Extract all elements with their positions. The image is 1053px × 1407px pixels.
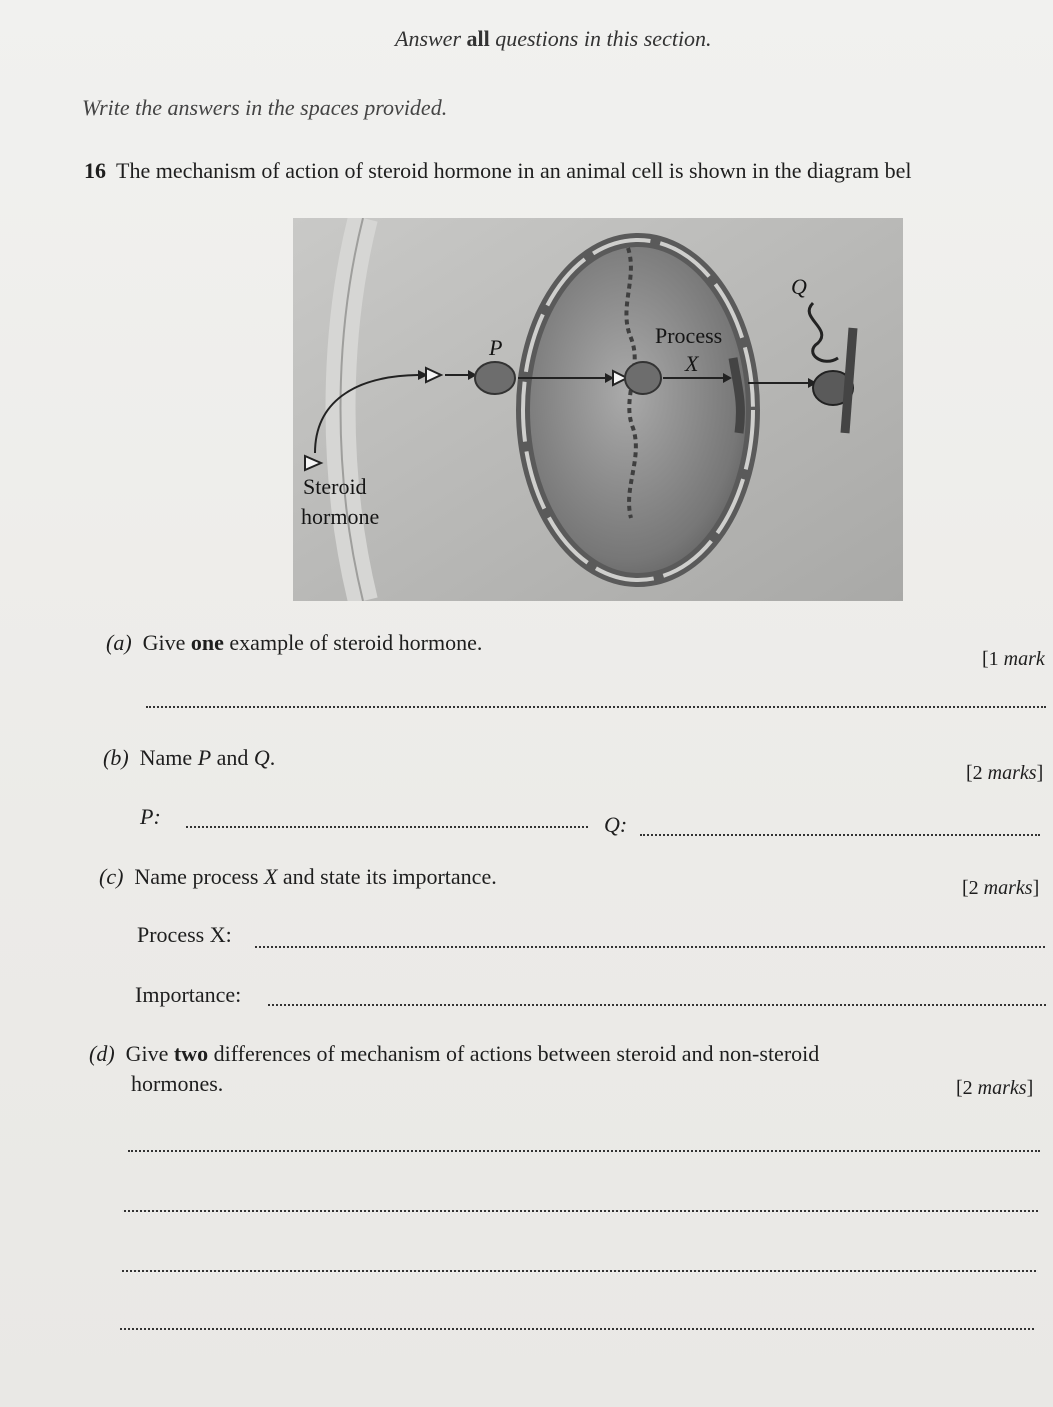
part-c-question: (c) Name process X and state its importance.	[99, 864, 497, 889]
part-d-question: (d) Give two differences of mechanism of actions between steroid and non-steroid	[89, 1041, 820, 1066]
answer-q-line[interactable]	[640, 834, 1040, 836]
part-a-answer-line[interactable]	[146, 706, 1046, 708]
answer-p-line[interactable]	[186, 826, 588, 828]
part-c-marks: [2 marks]	[962, 877, 1040, 899]
answer-q-label: Q:	[604, 812, 628, 837]
part-b-marks: [2 marks]	[966, 762, 1044, 784]
part-d-answer-line-3[interactable]	[122, 1270, 1036, 1272]
section-instruction: Answer all questions in this section.	[395, 26, 712, 51]
label-q: Q	[791, 274, 807, 299]
label-steroid: Steroid	[303, 474, 367, 499]
process-x-answer-line[interactable]	[255, 946, 1045, 948]
label-process: Process	[655, 323, 723, 348]
part-d-question-line2: hormones.	[131, 1071, 224, 1096]
label-p: P	[489, 335, 503, 360]
steroid-hormone-diagram	[293, 218, 903, 601]
question-number: 16	[84, 158, 106, 183]
part-d-marks: [2 marks]	[956, 1077, 1034, 1099]
part-d-answer-line-1[interactable]	[128, 1150, 1040, 1152]
write-instruction: Write the answers in the spaces provided.	[82, 95, 448, 120]
part-a-question: (a) Give one example of steroid hormone.	[106, 630, 483, 655]
part-d-answer-line-4[interactable]	[120, 1328, 1034, 1330]
part-d-answer-line-2[interactable]	[124, 1210, 1038, 1212]
importance-label: Importance:	[135, 982, 242, 1007]
label-hormone: hormone	[301, 504, 380, 529]
importance-answer-line[interactable]	[268, 1004, 1046, 1006]
label-x: X	[685, 351, 699, 376]
part-b-question: (b) Name P and Q.	[103, 745, 276, 770]
answer-p-label: P:	[140, 804, 161, 829]
question-16-stem: 16 The mechanism of action of steroid hormone in an animal cell is shown in the diagram bel	[84, 158, 912, 183]
process-x-label: Process X:	[137, 922, 232, 947]
part-a-marks: [1 mark	[982, 648, 1045, 670]
